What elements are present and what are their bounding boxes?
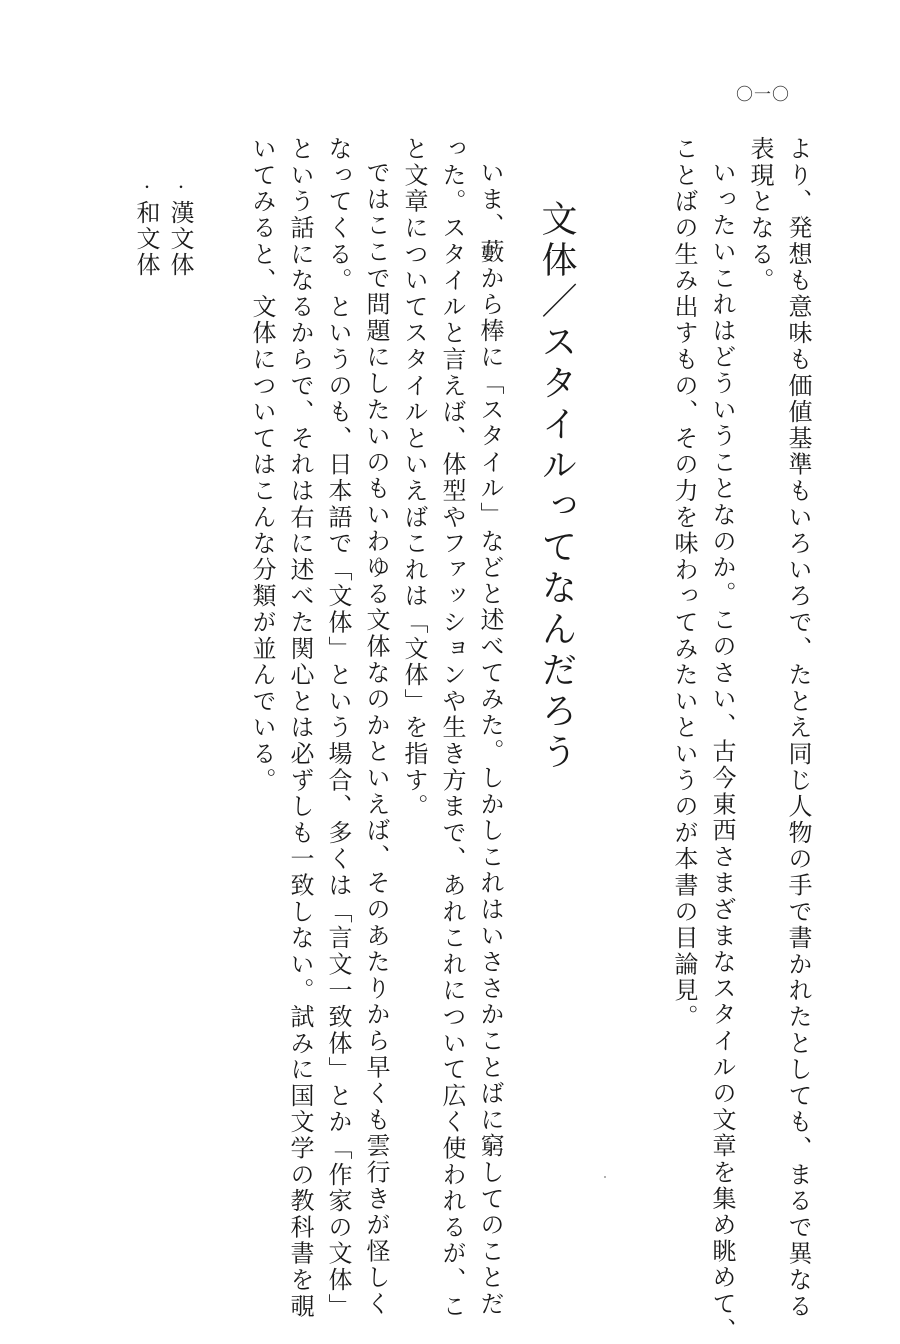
section-heading: 文体／スタイルってなんだろう (536, 200, 577, 774)
section-text-column-4: ではここで問題にしたいのもいわゆる文体なのかといえば、そのあたりから早くも雲行きが怪しく (362, 160, 390, 1318)
bullet-marker: ・ (138, 180, 154, 194)
text-column-2: 表現となる。 (746, 136, 774, 294)
section-text-column-1: いま、藪から棒に「スタイル」などと述べてみた。しかしこれはいささかことばに窮してのことだ (476, 160, 504, 1318)
bullet-marker: ・ (172, 180, 188, 194)
bullet-item (168, 180, 192, 278)
bullet-item (134, 180, 158, 278)
paper-speck (604, 1176, 606, 1178)
section-text-column-7: いてみると、文体についてはこんな分類が並んでいる。 (248, 136, 276, 794)
text-column-4: ことばの生み出すもの、その力を味わってみたいというのが本書の目論見。 (670, 136, 698, 1031)
page-number: 〇一〇 (736, 85, 790, 105)
bullet-text: 漢文体 (166, 200, 194, 278)
bullet-list (130, 180, 200, 300)
section-text-column-2: った。スタイルと言えば、体型やファッションや生き方まで、あれこれについて広く使われるが、こ (438, 136, 466, 1320)
bullet-text: 和文体 (132, 200, 160, 278)
text-column-1: より、発想も意味も価値基準もいろいろで、たとえ同じ人物の手で書かれたとしても、まるで異なる (784, 136, 812, 1320)
section-text-column-5: なってくる。というのも、日本語で「文体」という場合、多くは「言文一致体」とか「作家の文体」 (324, 136, 352, 1320)
section-text-column-3: と文章についてスタイルといえばこれは「文体」を指す。 (400, 136, 428, 820)
text-column-3: いったいこれはどういうことなのか。このさい、古今東西さまざまなスタイルの文章を集め眺めて、 (708, 160, 736, 1344)
section-text-column-6: という話になるからで、それは右に述べた関心とは必ずしも一致しない。試みに国文学の教科書を覗 (286, 136, 314, 1320)
